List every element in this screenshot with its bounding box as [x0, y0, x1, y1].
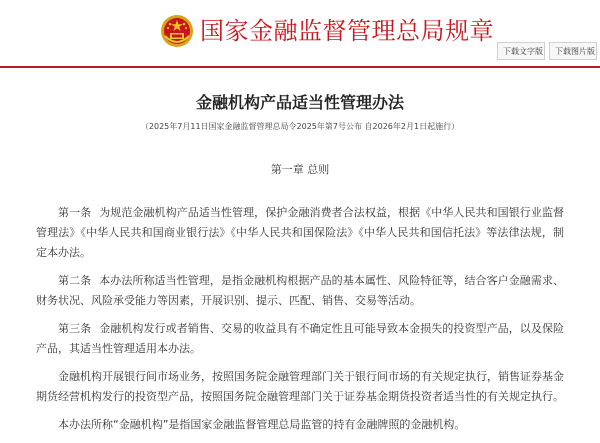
paragraph — [36, 367, 564, 407]
article-paragraph — [36, 271, 564, 311]
site-header — [0, 0, 600, 68]
article-text: 为规范金融机构产品适当性管理，保护金融消费者合法权益，根据《中华人民共和国银行业监督管理法》《中华人民共和国商业银行法》《中华人民共和国保险法》《中华人民共和国信托法》等法律法规，制定本办法。 — [36, 206, 565, 259]
paragraph-text: 本办法所称“金融机构”是指国家金融监督管理总局监管的持有金融牌照的金融机构。 — [58, 418, 466, 431]
article-number: 第一条 — [58, 206, 92, 219]
article-paragraph — [36, 319, 564, 359]
article-text: 本办法所称适当性管理，是指金融机构根据产品的基本属性、风险特征等，结合客户金融需求、财务状况、风险承受能力等因素，开展识别、提示、匹配、销售、交易等活动。 — [36, 274, 565, 307]
document-title: 金融机构产品适当性管理办法 — [195, 93, 404, 112]
site-title: 国家金融监督管理总局规章 — [200, 17, 494, 45]
document-meta: （2025年7月11日国家金融监督管理总局令2025年第7号公布 自2026年2月1日起施行） — [140, 122, 460, 131]
article-paragraph — [36, 203, 564, 263]
download-text-button[interactable]: 下载文字版 — [497, 42, 545, 60]
national-emblem-icon — [160, 14, 194, 48]
paragraph — [36, 415, 564, 435]
download-image-button[interactable]: 下载图片版 — [549, 42, 597, 60]
document-body — [36, 203, 564, 443]
paragraph-text: 金融机构开展银行间市场业务，按照国务院金融管理部门关于银行间市场的有关规定执行，销售证券基金期货经营机构发行的投资型产品，按照国务院金融管理部门关于证券基金期货投资者适当性的有关规定执行。 — [36, 370, 564, 403]
article-number: 第二条 — [58, 274, 92, 287]
article-number: 第三条 — [58, 322, 92, 335]
article-text: 金融机构发行或者销售、交易的收益具有不确定性且可能导致本金损失的投资型产品，以及保险产品，其适当性管理适用本办法。 — [36, 322, 565, 355]
chapter-heading: 第一章 总则 — [270, 163, 330, 176]
brand — [160, 14, 494, 48]
